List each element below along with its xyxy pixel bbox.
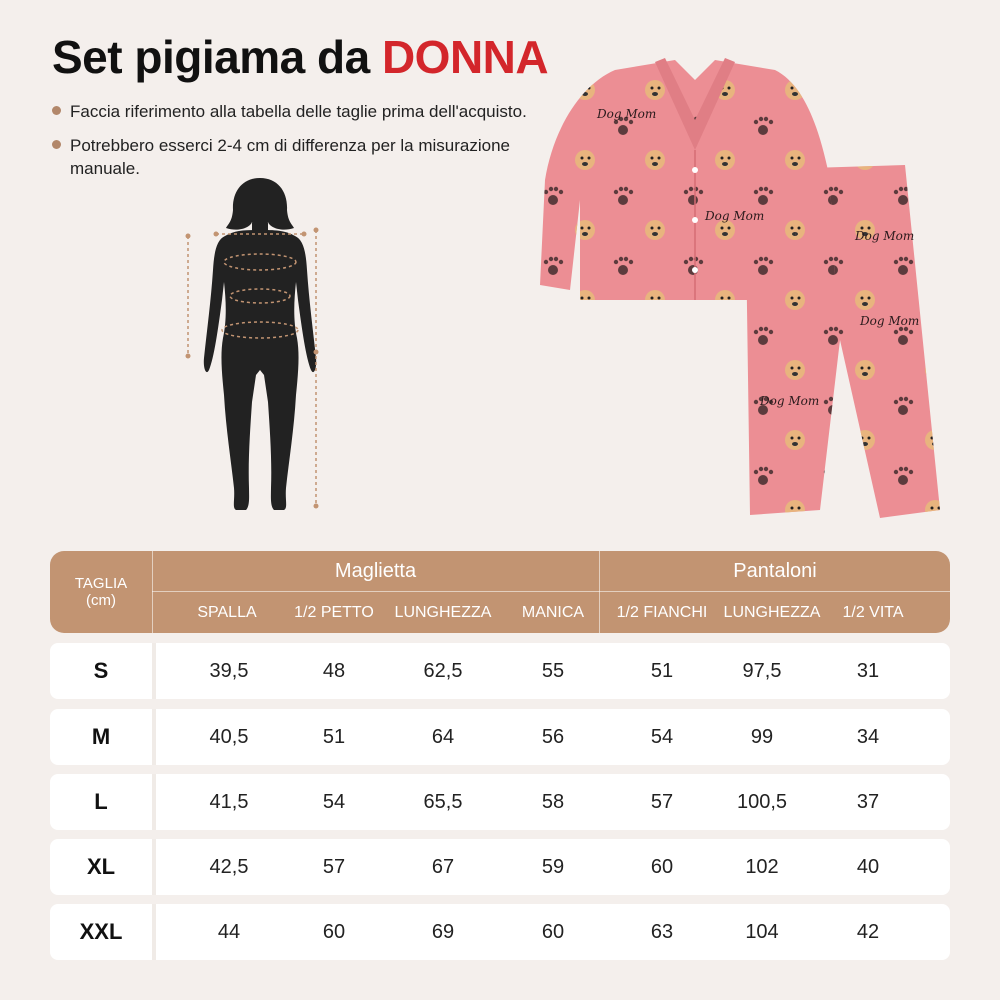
table-cell: 100,5 xyxy=(736,791,788,813)
note-difference-text: Potrebbero esserci 2-4 cm di differenza per la misurazione xyxy=(70,136,511,155)
table-cell: 69 xyxy=(431,921,455,943)
title-accent: DONNA xyxy=(381,31,549,83)
table-cell: 37 xyxy=(856,791,880,813)
table-cell: 57 xyxy=(322,856,346,878)
table-row xyxy=(50,774,950,830)
note-difference-text-cont: manuale. xyxy=(70,159,140,178)
body-silhouette-icon xyxy=(180,170,340,520)
note-reference-text: Faccia riferimento alla tabella delle taglie prima dell'acquisto. xyxy=(70,102,527,121)
table-cell: 57 xyxy=(650,791,674,813)
table-cell: 104 xyxy=(745,921,779,943)
table-cell: 40 xyxy=(856,856,880,878)
col-header: LUNGHEZZA xyxy=(394,604,492,621)
table-cell: 59 xyxy=(541,856,565,878)
table-row xyxy=(50,839,950,895)
bullet-dot-icon xyxy=(52,106,61,115)
size-header-label: TAGLIA xyxy=(74,575,128,592)
table-cell: 99 xyxy=(750,726,774,748)
table-cell: 42 xyxy=(856,921,880,943)
table-cell: 63 xyxy=(650,921,674,943)
table-cell: 41,5 xyxy=(209,791,249,813)
table-cell: 42,5 xyxy=(209,856,249,878)
table-row xyxy=(50,643,950,699)
table-cell: 31 xyxy=(856,660,880,682)
col-header: 1/2 PETTO xyxy=(294,604,374,621)
col-header: MANICA xyxy=(521,604,585,621)
table-cell: 48 xyxy=(322,660,346,682)
table-cell: 34 xyxy=(856,726,880,748)
pajama-set-illustration xyxy=(535,40,955,530)
table-cell: 60 xyxy=(541,921,565,943)
col-header: SPALLA xyxy=(197,604,257,621)
table-cell: 39,5 xyxy=(209,660,249,682)
col-header: 1/2 VITA xyxy=(842,604,904,621)
table-cell: 40,5 xyxy=(209,726,249,748)
size-table-header xyxy=(50,551,950,633)
table-cell: 51 xyxy=(650,660,674,682)
table-cell: 44 xyxy=(217,921,241,943)
table-cell: 56 xyxy=(541,726,565,748)
note-reference xyxy=(52,100,527,123)
table-cell: 62,5 xyxy=(423,660,463,682)
col-header: 1/2 FIANCHI xyxy=(616,604,708,621)
group-pants: Pantaloni xyxy=(733,560,817,582)
table-cell: 64 xyxy=(431,726,455,748)
table-row xyxy=(50,709,950,765)
pattern-text: Dog Mom xyxy=(597,107,657,121)
pattern-text: Dog Mom xyxy=(855,229,915,243)
bullet-dot-icon xyxy=(52,140,61,149)
size-label: XXL xyxy=(79,919,123,944)
pattern-text: Dog Mom xyxy=(760,394,820,408)
page-title xyxy=(52,30,548,84)
table-cell: 60 xyxy=(322,921,346,943)
title-main: Set pigiama da xyxy=(52,31,382,83)
pattern-text: Dog Mom xyxy=(860,314,920,328)
table-cell: 65,5 xyxy=(423,791,463,813)
size-header-unit: (cm) xyxy=(86,592,116,609)
table-cell: 55 xyxy=(541,660,565,682)
size-header xyxy=(50,551,152,633)
size-label: L xyxy=(94,789,108,814)
group-shirt: Maglietta xyxy=(334,560,417,582)
table-row xyxy=(50,904,950,960)
table-cell: 60 xyxy=(650,856,674,878)
size-label: S xyxy=(93,658,109,683)
size-label: XL xyxy=(86,854,116,879)
table-cell: 58 xyxy=(541,791,565,813)
size-label: M xyxy=(91,724,111,749)
pattern-text: Dog Mom xyxy=(705,209,765,223)
table-cell: 54 xyxy=(322,791,346,813)
table-cell: 67 xyxy=(431,856,455,878)
table-cell: 102 xyxy=(745,856,779,878)
table-cell: 54 xyxy=(650,726,674,748)
col-header: LUNGHEZZA xyxy=(723,604,821,621)
table-cell: 51 xyxy=(322,726,346,748)
table-cell: 97,5 xyxy=(742,660,782,682)
